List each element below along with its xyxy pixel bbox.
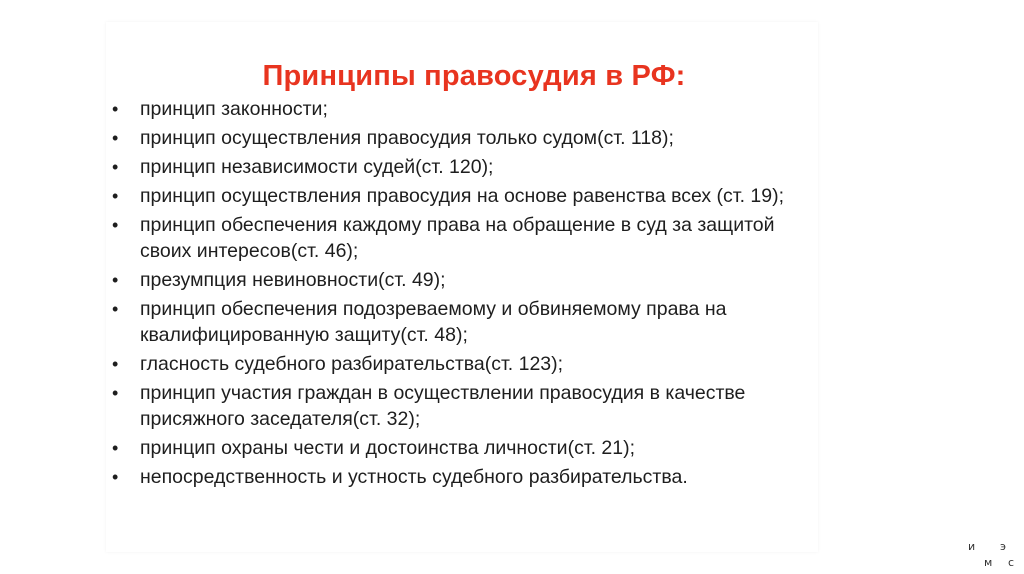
- list-item-text: принцип охраны чести и достоинства личности(ст. 21);: [140, 437, 636, 459]
- watermark-letter: э: [1000, 540, 1007, 553]
- slide: [106, 22, 818, 552]
- bullet-icon: •: [112, 215, 119, 235]
- list-item: [106, 154, 818, 180]
- list-item: [106, 464, 818, 490]
- bullet-icon: •: [112, 383, 119, 403]
- bullet-icon: •: [112, 128, 119, 148]
- list-item-text: гласность судебного разбирательства(ст. 123);: [140, 353, 564, 375]
- list-item-text: принцип законности;: [140, 98, 328, 120]
- slide-title: Принципы правосудия в РФ:: [262, 60, 686, 92]
- list-item-text: принцип участия граждан в осуществлении правосудия в качестве присяжного заседателя(ст. 32);: [140, 382, 746, 430]
- watermark-letter: с: [1008, 556, 1015, 569]
- list-item: [106, 351, 818, 377]
- list-item: [106, 212, 818, 264]
- bullet-icon: •: [112, 467, 119, 487]
- list-item: [106, 435, 818, 461]
- list-item-text: принцип осуществления правосудия на основе равенства всех (ст. 19);: [140, 185, 785, 207]
- bullet-icon: •: [112, 99, 119, 119]
- list-item-text: презумпция невиновности(ст. 49);: [140, 269, 446, 291]
- list-item: [106, 267, 818, 293]
- bullet-icon: •: [112, 186, 119, 206]
- watermark-letter: и: [968, 540, 976, 553]
- bullet-icon: •: [112, 270, 119, 290]
- list-item: [106, 183, 818, 209]
- list-item: [106, 380, 818, 432]
- list-item-text: принцип независимости судей(ст. 120);: [140, 156, 494, 178]
- list-item: [106, 96, 818, 122]
- watermark-letter: м: [984, 556, 993, 569]
- list-item-text: принцип обеспечения каждому права на обращение в суд за защитой своих интересов(ст. 46);: [140, 214, 775, 262]
- principles-list: [106, 96, 818, 493]
- list-item-text: принцип осуществления правосудия только судом(ст. 118);: [140, 127, 674, 149]
- list-item-text: непосредственность и устность судебного разбирательства.: [140, 466, 688, 488]
- list-item: [106, 296, 818, 348]
- bullet-icon: •: [112, 299, 119, 319]
- bullet-icon: •: [112, 354, 119, 374]
- list-item: [106, 125, 818, 151]
- list-item-text: принцип обеспечения подозреваемому и обвиняемому права на квалифицированную защиту(ст. 48);: [140, 298, 727, 346]
- bullet-icon: •: [112, 157, 119, 177]
- bullet-icon: •: [112, 438, 119, 458]
